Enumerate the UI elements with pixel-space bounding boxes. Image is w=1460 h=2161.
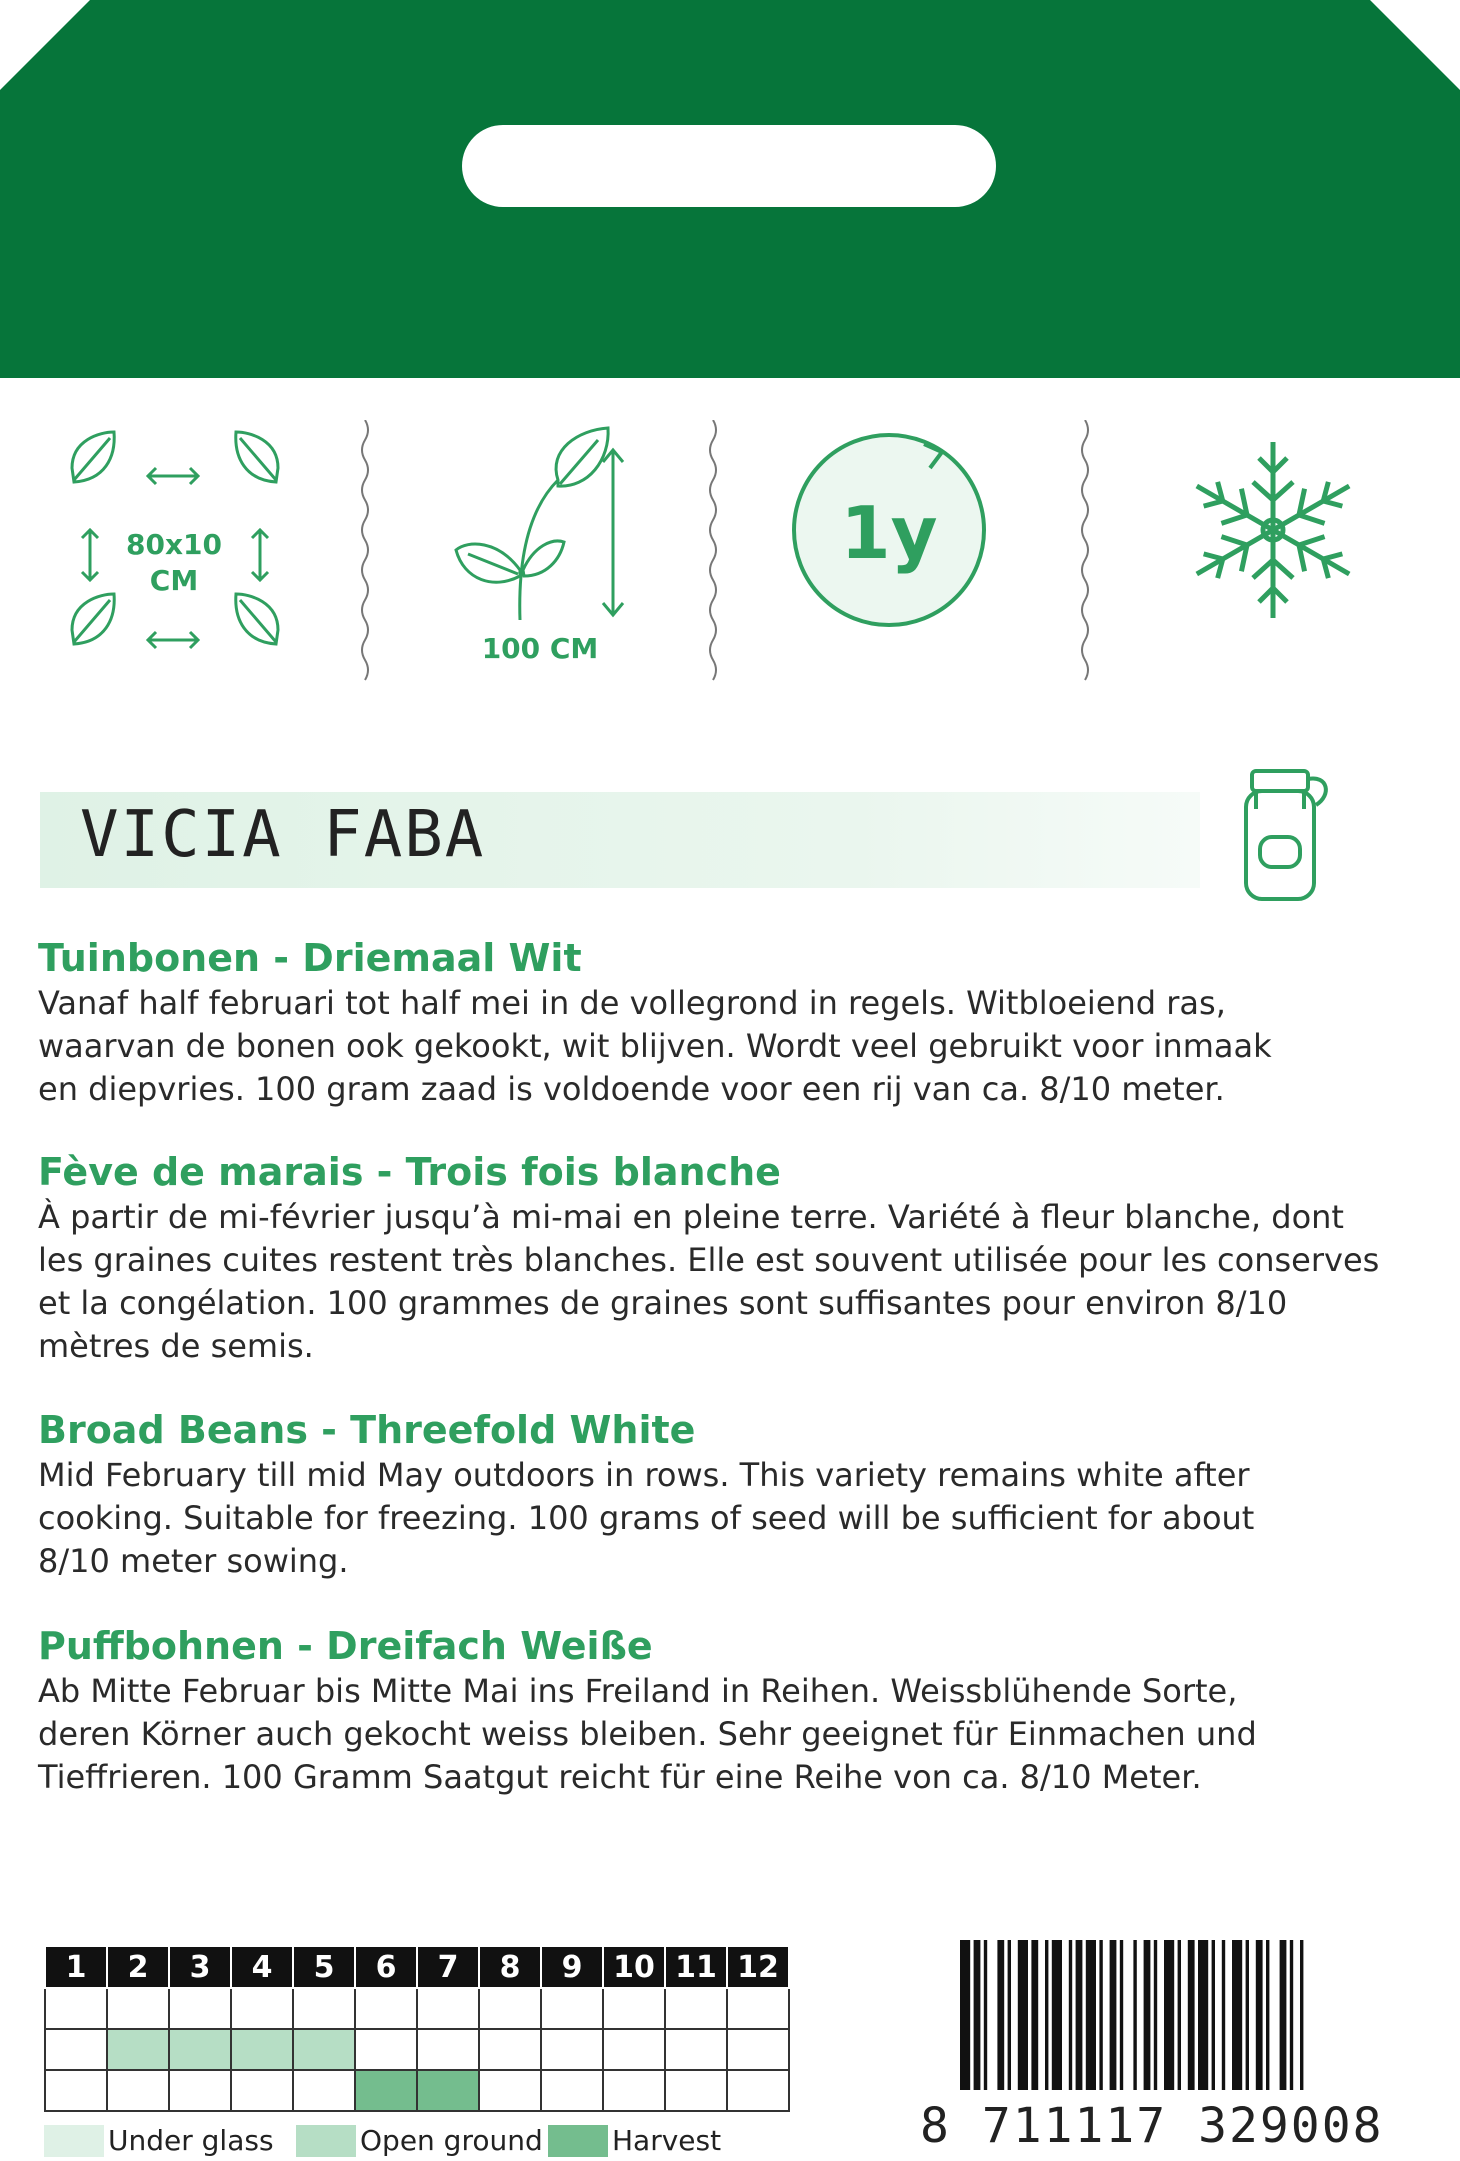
barcode-bar	[984, 1940, 987, 2090]
barcode-bar	[1069, 1940, 1072, 2090]
section-line: en diepvries. 100 gram zaad is voldoende voor een rij van ca. 8/10 meter.	[38, 1070, 1225, 1108]
month-4: 4	[231, 1946, 293, 1988]
month-12: 12	[727, 1946, 789, 1988]
calendar-cell	[293, 2029, 355, 2070]
calendar-cell	[417, 2070, 479, 2111]
barcode-bar	[1222, 1940, 1225, 2090]
barcode-bar	[1110, 1940, 1117, 2090]
barcode-group-1: 711117	[981, 2098, 1168, 2154]
calendar-cell	[603, 1988, 665, 2029]
hang-hole	[462, 125, 996, 207]
section-line: cooking. Suitable for freezing. 100 grams of seed will be sufficient for about	[38, 1499, 1255, 1537]
calendar-cell	[727, 2029, 789, 2070]
section-line: et la congélation. 100 grammes de graines sont suffisantes pour environ 8/10	[38, 1284, 1288, 1322]
barcode-bar	[1144, 1940, 1151, 2090]
month-8: 8	[479, 1946, 541, 1988]
calendar-cell	[107, 1988, 169, 2029]
calendar-cell	[45, 2029, 107, 2070]
latin-name: VICIA FABA	[80, 798, 486, 872]
barcode-first-digit: 8	[920, 2098, 951, 2154]
calendar-cell	[169, 1988, 231, 2029]
section-line: Vanaf half februari tot half mei in de vollegrond in regels. Witbloeiend ras,	[38, 984, 1226, 1022]
calendar-row-open-ground	[45, 2029, 789, 2070]
barcode-bar	[1178, 1940, 1181, 2090]
barcode-bar	[1086, 1940, 1096, 2090]
section-line: 8/10 meter sowing.	[38, 1542, 349, 1580]
barcode-bar	[1031, 1940, 1038, 2090]
calendar-cell	[665, 2029, 727, 2070]
calendar-cell	[665, 1988, 727, 2029]
barcode-group-2: 329008	[1198, 2098, 1384, 2154]
barcode-bar	[1232, 1940, 1242, 2090]
barcode-bar	[1280, 1940, 1287, 2090]
section-line: waarvan de bonen ook gekookt, wit blijven. Wordt veel gebruikt voor inmaak	[38, 1027, 1272, 1065]
barcode-bar	[1300, 1940, 1303, 2090]
calendar-cell	[107, 2070, 169, 2111]
calendar-cell	[231, 2029, 293, 2070]
description-dutch	[38, 934, 1418, 1111]
calendar-cell	[231, 2070, 293, 2111]
legend-under-glass	[44, 2124, 274, 2158]
icon-row	[0, 420, 1460, 700]
calendar-row-under-glass	[45, 1988, 789, 2029]
calendar-cell	[541, 1988, 603, 2029]
barcode-bar	[1052, 1940, 1062, 2090]
barcode-bar	[1018, 1940, 1028, 2090]
month-10: 10	[603, 1946, 665, 1988]
description-german	[38, 1622, 1418, 1799]
description-french	[38, 1148, 1418, 1368]
section-line: deren Körner auch gekocht weiss bleiben. Sehr geeignet für Einmachen und	[38, 1715, 1257, 1753]
calendar-cell	[169, 2029, 231, 2070]
month-1: 1	[45, 1946, 107, 1988]
divider-1	[358, 420, 372, 690]
divider-2	[706, 420, 720, 690]
section-title: Fève de marais - Trois fois blanche	[38, 1150, 781, 1194]
barcode-bar	[1045, 1940, 1048, 2090]
month-3: 3	[169, 1946, 231, 1988]
section-line: Tieffrieren. 100 Gramm Saatgut reicht für eine Reihe von ca. 8/10 Meter.	[38, 1758, 1202, 1796]
sowing-calendar	[44, 1945, 790, 2112]
month-9: 9	[541, 1946, 603, 1988]
divider-3	[1078, 420, 1092, 690]
legend-swatch	[44, 2125, 104, 2157]
barcode-bar	[1120, 1940, 1123, 2090]
barcode-bar	[1154, 1940, 1157, 2090]
spacing-label-2: CM	[149, 564, 199, 597]
month-7: 7	[417, 1946, 479, 1988]
calendar-cell	[231, 1988, 293, 2029]
calendar-cell	[541, 2029, 603, 2070]
lifecycle-label: 1y	[840, 491, 938, 575]
calendar-cell	[355, 2070, 417, 2111]
calendar-cell	[665, 2070, 727, 2111]
barcode-bar	[1290, 1940, 1293, 2090]
description-english	[38, 1406, 1418, 1583]
spacing-icon	[60, 420, 290, 680]
legend-open-ground	[296, 2124, 543, 2158]
barcode-bar	[1256, 1940, 1263, 2090]
barcode-bar	[1008, 1940, 1011, 2090]
month-5: 5	[293, 1946, 355, 1988]
section-title: Broad Beans - Threefold White	[38, 1408, 696, 1452]
barcode-bar	[1099, 1940, 1102, 2090]
jar-icon	[1232, 765, 1342, 909]
calendar-cell	[479, 1988, 541, 2029]
barcode-bar	[1198, 1940, 1208, 2090]
snowflake-icon	[1188, 420, 1358, 620]
header-corner-right	[1370, 0, 1460, 90]
calendar-cell	[169, 2070, 231, 2111]
barcode-bar	[1133, 1940, 1136, 2090]
barcode-bar	[997, 1940, 1004, 2090]
lifecycle-icon	[784, 420, 994, 640]
month-11: 11	[665, 1946, 727, 1988]
barcode-number	[920, 2098, 1384, 2154]
calendar-months-row	[45, 1946, 789, 1988]
calendar-row-harvest	[45, 2070, 789, 2111]
spacing-label-1: 80x10	[126, 528, 222, 561]
plant-height-icon	[448, 420, 648, 680]
calendar-cell	[479, 2070, 541, 2111]
brand-header	[0, 0, 1460, 378]
legend-harvest	[548, 2124, 721, 2158]
latin-name-bar	[40, 792, 1200, 888]
calendar-cell	[293, 1988, 355, 2029]
calendar-cell	[417, 1988, 479, 2029]
month-2: 2	[107, 1946, 169, 1988]
header-corner-left	[0, 0, 90, 90]
section-line: Ab Mitte Februar bis Mitte Mai ins Freiland in Reihen. Weissblühende Sorte,	[38, 1672, 1238, 1710]
legend-label: Under glass	[108, 2124, 274, 2157]
calendar-cell	[45, 2070, 107, 2111]
section-line: Mid February till mid May outdoors in rows. This variety remains white after	[38, 1456, 1250, 1494]
legend-swatch	[548, 2125, 608, 2157]
legend-label: Open ground	[360, 2124, 543, 2157]
barcode-bar	[1188, 1940, 1195, 2090]
calendar-cell	[107, 2029, 169, 2070]
section-title: Puffbohnen - Dreifach Weiße	[38, 1624, 653, 1668]
calendar-cell	[293, 2070, 355, 2111]
barcode-bar	[974, 1940, 981, 2090]
barcode-bar	[1212, 1940, 1215, 2090]
month-6: 6	[355, 1946, 417, 1988]
section-line: À partir de mi-février jusqu’à mi-mai en pleine terre. Variété à fleur blanche, dont	[38, 1198, 1344, 1236]
barcode-bar	[1266, 1940, 1269, 2090]
section-title: Tuinbonen - Driemaal Wit	[38, 936, 582, 980]
calendar-cell	[355, 2029, 417, 2070]
calendar-cell	[603, 2029, 665, 2070]
section-line: les graines cuites restent très blanches. Elle est souvent utilisée pour les conserves	[38, 1241, 1380, 1279]
calendar-cell	[541, 2070, 603, 2111]
calendar-cell	[45, 1988, 107, 2029]
calendar-cell	[479, 2029, 541, 2070]
calendar-cell	[727, 2070, 789, 2111]
calendar-cell	[727, 1988, 789, 2029]
calendar-cell	[355, 1988, 417, 2029]
calendar-cell	[603, 2070, 665, 2111]
calendar-cell	[417, 2029, 479, 2070]
section-line: mètres de semis.	[38, 1327, 314, 1365]
barcode-bar	[960, 1940, 970, 2090]
barcode-bar	[1076, 1940, 1083, 2090]
barcode-bar	[1164, 1940, 1174, 2090]
barcode-bar	[1246, 1940, 1249, 2090]
height-label: 100 CM	[481, 632, 599, 665]
legend-label: Harvest	[612, 2124, 722, 2157]
legend-swatch	[296, 2125, 356, 2157]
